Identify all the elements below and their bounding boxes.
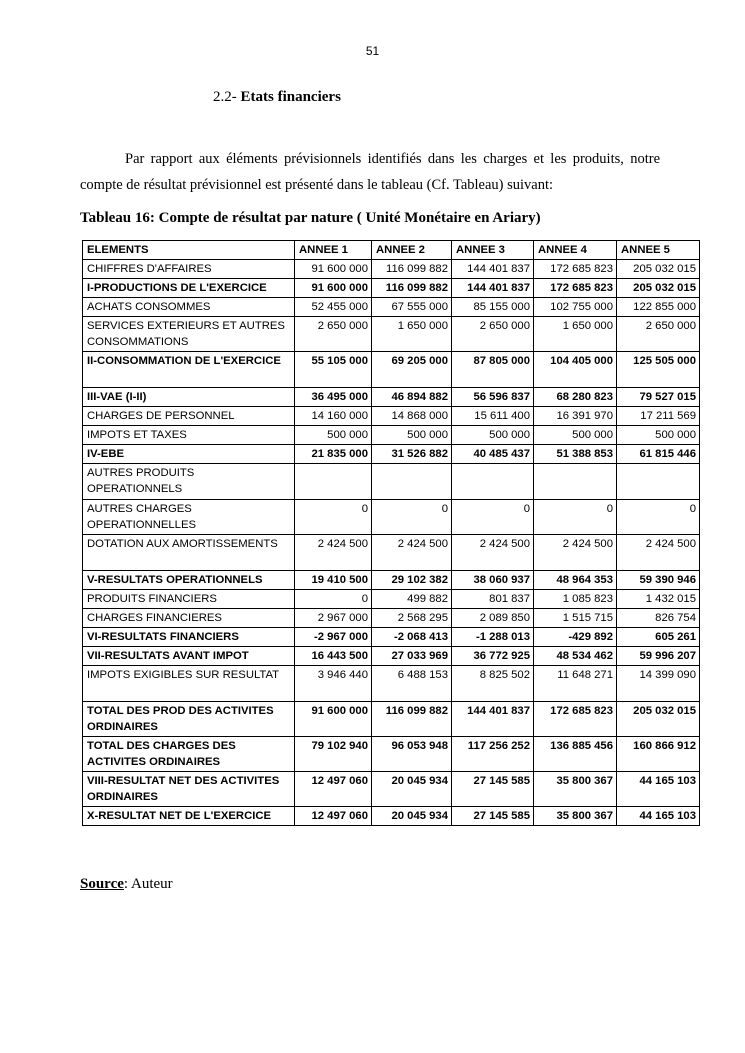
table-row	[83, 407, 700, 426]
cell-value: 144 401 837	[452, 702, 534, 737]
intro-line-2: compte de résultat prévisionnel est présenté dans le tableau (Cf. Tableau) suivant:	[80, 177, 554, 193]
header-annee-2: ANNEE 2	[372, 241, 452, 260]
table-row	[83, 352, 700, 388]
cell-value: 46 894 882	[372, 388, 452, 407]
table-row	[83, 388, 700, 407]
cell-value: 826 754	[617, 609, 700, 628]
table-row	[83, 279, 700, 298]
cell-value	[295, 464, 372, 500]
cell-value: 96 053 948	[372, 737, 452, 772]
cell-value: 59 390 946	[617, 571, 700, 590]
cell-value: 38 060 937	[452, 571, 534, 590]
header-annee-4: ANNEE 4	[534, 241, 617, 260]
table-row	[83, 609, 700, 628]
source-note	[80, 876, 173, 893]
cell-value: -2 967 000	[295, 628, 372, 647]
table-row	[83, 298, 700, 317]
table-row	[83, 426, 700, 445]
cell-value: 2 650 000	[452, 317, 534, 352]
row-label: V-RESULTATS OPERATIONNELS	[83, 571, 295, 590]
header-elements: ELEMENTS	[83, 241, 295, 260]
cell-value: 1 085 823	[534, 590, 617, 609]
cell-value: 500 000	[372, 426, 452, 445]
cell-value: 2 568 295	[372, 609, 452, 628]
cell-value: 87 805 000	[452, 352, 534, 388]
cell-value: 102 755 000	[534, 298, 617, 317]
row-label: ACHATS CONSOMMES	[83, 298, 295, 317]
cell-value: 172 685 823	[534, 702, 617, 737]
row-label: VIII-RESULTAT NET DES ACTIVITES ORDINAIRES	[83, 772, 295, 807]
header-annee-5: ANNEE 5	[617, 241, 700, 260]
cell-value: 35 800 367	[534, 807, 617, 826]
cell-value: 0	[295, 500, 372, 535]
intro-line-1: Par rapport aux éléments prévisionnels identifiés dans les charges et les produits, notre	[125, 151, 660, 167]
cell-value: 11 648 271	[534, 666, 617, 702]
cell-value: 2 650 000	[617, 317, 700, 352]
cell-value: 125 505 000	[617, 352, 700, 388]
cell-value: 16 391 970	[534, 407, 617, 426]
cell-value: 117 256 252	[452, 737, 534, 772]
cell-value: 52 455 000	[295, 298, 372, 317]
table-row	[83, 500, 700, 535]
cell-value: 68 280 823	[534, 388, 617, 407]
row-label: IMPOTS EXIGIBLES SUR RESULTAT	[83, 666, 295, 702]
row-label: I-PRODUCTIONS DE L'EXERCICE	[83, 279, 295, 298]
table-row	[83, 702, 700, 737]
cell-value: 14 399 090	[617, 666, 700, 702]
cell-value: 59 996 207	[617, 647, 700, 666]
cell-value: 136 885 456	[534, 737, 617, 772]
cell-value: 36 495 000	[295, 388, 372, 407]
table-row	[83, 535, 700, 571]
cell-value: 1 515 715	[534, 609, 617, 628]
cell-value: 12 497 060	[295, 772, 372, 807]
cell-value: 0	[617, 500, 700, 535]
cell-value: 801 837	[452, 590, 534, 609]
cell-value: 172 685 823	[534, 279, 617, 298]
header-annee-1: ANNEE 1	[295, 241, 372, 260]
table-row	[83, 807, 700, 826]
row-label: III-VAE (I-II)	[83, 388, 295, 407]
cell-value: 2 424 500	[452, 535, 534, 571]
table-row	[83, 445, 700, 464]
cell-value: 2 424 500	[372, 535, 452, 571]
cell-value	[372, 464, 452, 500]
income-statement-table	[82, 240, 700, 826]
row-label: PRODUITS FINANCIERS	[83, 590, 295, 609]
row-label: IV-EBE	[83, 445, 295, 464]
cell-value: 31 526 882	[372, 445, 452, 464]
cell-value: 27 145 585	[452, 807, 534, 826]
cell-value: 20 045 934	[372, 772, 452, 807]
row-label: CHARGES DE PERSONNEL	[83, 407, 295, 426]
cell-value: 500 000	[452, 426, 534, 445]
cell-value: 116 099 882	[372, 260, 452, 279]
row-label: CHARGES FINANCIERES	[83, 609, 295, 628]
cell-value: 91 600 000	[295, 279, 372, 298]
cell-value: 500 000	[295, 426, 372, 445]
cell-value: 36 772 925	[452, 647, 534, 666]
cell-value: 122 855 000	[617, 298, 700, 317]
cell-value: 91 600 000	[295, 260, 372, 279]
cell-value: 605 261	[617, 628, 700, 647]
cell-value: -429 892	[534, 628, 617, 647]
cell-value: 48 964 353	[534, 571, 617, 590]
cell-value: 51 388 853	[534, 445, 617, 464]
table-row	[83, 628, 700, 647]
cell-value: 500 000	[617, 426, 700, 445]
cell-value	[452, 464, 534, 500]
cell-value	[534, 464, 617, 500]
table-row	[83, 647, 700, 666]
cell-value: 15 611 400	[452, 407, 534, 426]
cell-value: 69 205 000	[372, 352, 452, 388]
page-number: 51	[365, 44, 380, 58]
cell-value: 8 825 502	[452, 666, 534, 702]
table-header-row	[83, 241, 700, 260]
cell-value: 499 882	[372, 590, 452, 609]
cell-value: 2 967 000	[295, 609, 372, 628]
cell-value: 116 099 882	[372, 279, 452, 298]
cell-value: 14 868 000	[372, 407, 452, 426]
row-label: VI-RESULTATS FINANCIERS	[83, 628, 295, 647]
cell-value: 56 596 837	[452, 388, 534, 407]
cell-value: 19 410 500	[295, 571, 372, 590]
source-label: Source	[80, 876, 124, 892]
cell-value: 1 650 000	[372, 317, 452, 352]
row-label: AUTRES CHARGES OPERATIONNELLES	[83, 500, 295, 535]
cell-value: 91 600 000	[295, 702, 372, 737]
cell-value: 2 424 500	[534, 535, 617, 571]
cell-value: 2 424 500	[295, 535, 372, 571]
cell-value: 29 102 382	[372, 571, 452, 590]
cell-value: 205 032 015	[617, 260, 700, 279]
section-number: 2.2-	[213, 89, 237, 105]
row-label: CHIFFRES D'AFFAIRES	[83, 260, 295, 279]
cell-value: 0	[372, 500, 452, 535]
cell-value: 0	[534, 500, 617, 535]
row-label: SERVICES EXTERIEURS ET AUTRES CONSOMMATIONS	[83, 317, 295, 352]
cell-value: 2 650 000	[295, 317, 372, 352]
cell-value: -1 288 013	[452, 628, 534, 647]
cell-value: 61 815 446	[617, 445, 700, 464]
intro-paragraph	[80, 146, 660, 198]
cell-value: 35 800 367	[534, 772, 617, 807]
table-row	[83, 571, 700, 590]
cell-value: 27 145 585	[452, 772, 534, 807]
cell-value: 144 401 837	[452, 260, 534, 279]
cell-value: 44 165 103	[617, 807, 700, 826]
cell-value: 48 534 462	[534, 647, 617, 666]
cell-value: 1 650 000	[534, 317, 617, 352]
cell-value: 205 032 015	[617, 702, 700, 737]
source-value: : Auteur	[123, 876, 173, 892]
cell-value: 55 105 000	[295, 352, 372, 388]
row-label: X-RESULTAT NET DE L'EXERCICE	[83, 807, 295, 826]
table-row	[83, 260, 700, 279]
header-annee-3: ANNEE 3	[452, 241, 534, 260]
table-caption: Tableau 16: Compte de résultat par nature ( Unité Monétaire en Ariary)	[80, 210, 541, 226]
row-label: DOTATION AUX AMORTISSEMENTS	[83, 535, 295, 571]
cell-value: 79 527 015	[617, 388, 700, 407]
cell-value: -2 068 413	[372, 628, 452, 647]
cell-value: 67 555 000	[372, 298, 452, 317]
cell-value: 2 089 850	[452, 609, 534, 628]
cell-value: 144 401 837	[452, 279, 534, 298]
cell-value: 160 866 912	[617, 737, 700, 772]
row-label: TOTAL DES CHARGES DES ACTIVITES ORDINAIRES	[83, 737, 295, 772]
cell-value: 3 946 440	[295, 666, 372, 702]
cell-value: 1 432 015	[617, 590, 700, 609]
row-label: IMPOTS ET TAXES	[83, 426, 295, 445]
cell-value: 0	[452, 500, 534, 535]
section-title: Etats financiers	[240, 89, 341, 105]
cell-value	[617, 464, 700, 500]
cell-value: 17 211 569	[617, 407, 700, 426]
cell-value: 16 443 500	[295, 647, 372, 666]
cell-value: 14 160 000	[295, 407, 372, 426]
cell-value: 104 405 000	[534, 352, 617, 388]
cell-value: 20 045 934	[372, 807, 452, 826]
row-label: AUTRES PRODUITS OPERATIONNELS	[83, 464, 295, 500]
cell-value: 0	[295, 590, 372, 609]
row-label: II-CONSOMMATION DE L'EXERCICE	[83, 352, 295, 388]
table-row	[83, 737, 700, 772]
cell-value: 116 099 882	[372, 702, 452, 737]
cell-value: 172 685 823	[534, 260, 617, 279]
row-label: TOTAL DES PROD DES ACTIVITES ORDINAIRES	[83, 702, 295, 737]
cell-value: 85 155 000	[452, 298, 534, 317]
cell-value: 6 488 153	[372, 666, 452, 702]
cell-value: 27 033 969	[372, 647, 452, 666]
table-row	[83, 464, 700, 500]
cell-value: 2 424 500	[617, 535, 700, 571]
cell-value: 40 485 437	[452, 445, 534, 464]
section-heading	[213, 89, 341, 106]
table-row	[83, 666, 700, 702]
table-row	[83, 590, 700, 609]
cell-value: 12 497 060	[295, 807, 372, 826]
table-row	[83, 772, 700, 807]
cell-value: 205 032 015	[617, 279, 700, 298]
cell-value: 79 102 940	[295, 737, 372, 772]
row-label: VII-RESULTATS AVANT IMPOT	[83, 647, 295, 666]
cell-value: 500 000	[534, 426, 617, 445]
cell-value: 21 835 000	[295, 445, 372, 464]
table-row	[83, 317, 700, 352]
cell-value: 44 165 103	[617, 772, 700, 807]
